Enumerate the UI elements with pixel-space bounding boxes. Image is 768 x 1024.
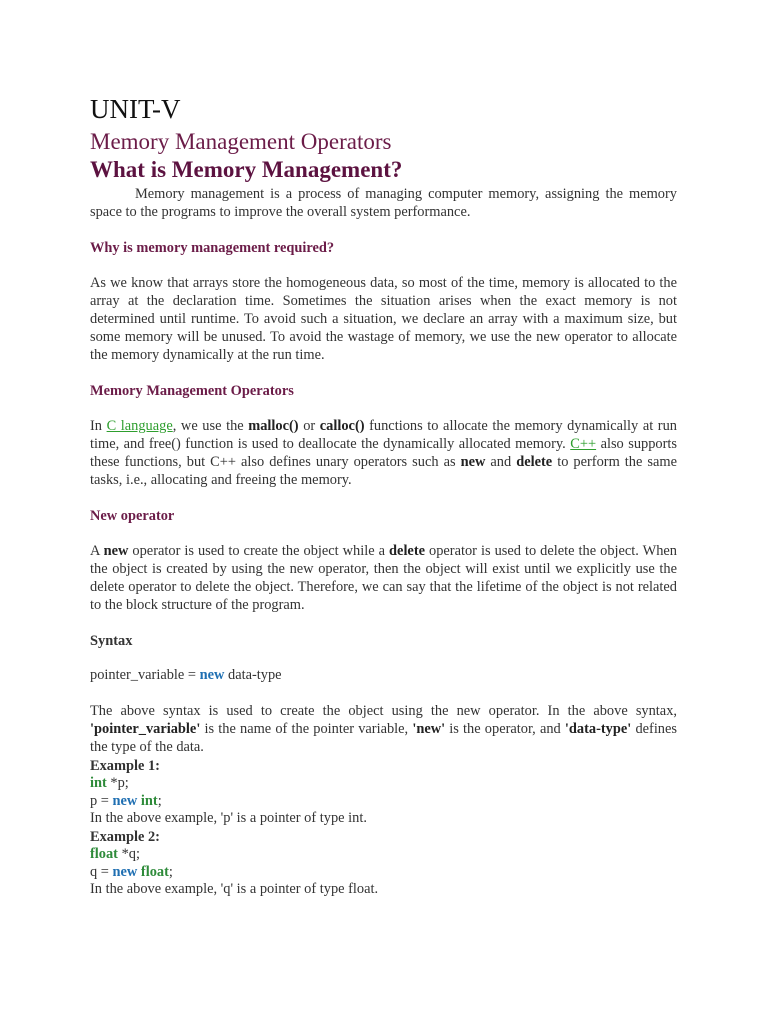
example2-assignment xyxy=(90,864,173,882)
operators-paragraph xyxy=(90,418,677,490)
example1-assign-pre: p = xyxy=(90,793,113,809)
syntax-heading: Syntax xyxy=(90,633,133,649)
delete-keyword: delete xyxy=(516,453,553,470)
syntax-expl-4: defines the type of the data. xyxy=(90,720,677,755)
syntax-code-post: data-type xyxy=(224,667,282,683)
syntax-explanation xyxy=(90,703,677,757)
new-text-rest: operator is used to delete the object. When the object is created by using the new operator, then the object will exist until we explicitly use the delete operator to delete the object. Therefore, we can say that the lifetime of the object is not related to the block structure of the program. xyxy=(90,543,677,613)
syntax-expl-3: is the operator, and xyxy=(445,720,565,737)
section-title: Memory Management Operators xyxy=(90,129,392,154)
example1-assign-end: ; xyxy=(157,793,162,809)
operators-text-rest3: to perform the same tasks, i.e., allocating and freeing the memory. xyxy=(90,453,677,488)
new-keyword: new xyxy=(112,864,138,880)
syntax-expl-1: The above syntax is used to create the object using the new operator. In the above syntax, xyxy=(90,703,677,719)
new-keyword: new xyxy=(460,453,486,470)
new-text-mid: operator is used to create the object while a xyxy=(128,543,390,559)
operators-text-in: In xyxy=(90,418,107,434)
cpp-link[interactable]: C++ xyxy=(570,435,597,452)
main-question-heading: What is Memory Management? xyxy=(90,157,403,182)
example1-decl-rest: *p; xyxy=(106,775,129,791)
unit-title: UNIT-V xyxy=(90,94,181,124)
syntax-code-pre: pointer_variable = xyxy=(90,667,200,683)
example2-note: In the above example, 'q' is a pointer of type float. xyxy=(90,881,379,897)
malloc-keyword: malloc() xyxy=(248,418,299,434)
intro-paragraph xyxy=(90,186,677,222)
syntax-code-line xyxy=(90,667,282,685)
delete-keyword: delete xyxy=(389,543,426,559)
operators-text-rest1: functions to allocate the memory dynamically at run time, and free() function is used to deallocate the dynamically allocated memory. xyxy=(90,418,677,452)
operators-text-use: , we use the xyxy=(172,418,249,434)
example1-assignment xyxy=(90,793,162,811)
operators-heading: Memory Management Operators xyxy=(90,383,294,399)
float-keyword: float xyxy=(140,864,169,880)
operators-text-rest2: also supports these functions, but C++ also defines unary operators such as xyxy=(90,435,677,470)
example2-decl-rest: *q; xyxy=(117,846,140,862)
new-operator-heading: New operator xyxy=(90,508,175,524)
example1-declaration xyxy=(90,775,129,793)
int-keyword: int xyxy=(140,793,158,809)
example2-declaration xyxy=(90,846,140,864)
syntax-new-keyword: new xyxy=(199,667,225,683)
calloc-keyword: calloc() xyxy=(319,418,365,434)
new-keyword: new xyxy=(112,793,138,809)
int-keyword: int xyxy=(90,775,107,791)
intro-text: Memory management is a process of managing computer memory, assigning the memory space to the programs to improve the overall system performance. xyxy=(90,186,677,220)
example1-note: In the above example, 'p' is a pointer of type int. xyxy=(90,810,367,826)
pointer-variable-term: 'pointer_variable' xyxy=(90,720,201,737)
float-keyword: float xyxy=(90,846,118,862)
c-language-link[interactable]: C language xyxy=(106,418,173,434)
new-text-a: A xyxy=(90,543,104,559)
example1-heading: Example 1: xyxy=(90,758,160,774)
example2-heading: Example 2: xyxy=(90,829,160,845)
example2-assign-pre: q = xyxy=(90,864,113,880)
why-heading: Why is memory management required? xyxy=(90,240,335,256)
why-paragraph: As we know that arrays store the homogeneous data, so most of the time, memory is allocated to the array at the declaration time. Sometimes the situation arises when the exact memory is not determined until runtime. To avoid such a situation, we declare an array with a maximum size, but some memory will be unused. To avoid the wastage of memory, we use the new operator to allocate the memory dynamically at the run time. xyxy=(90,275,677,363)
new-term: 'new' xyxy=(412,720,446,737)
operators-text-or: or xyxy=(298,418,320,434)
data-type-term: 'data-type' xyxy=(564,720,632,737)
new-operator-paragraph xyxy=(90,543,677,615)
example2-assign-end: ; xyxy=(168,864,173,880)
operators-text-and: and xyxy=(485,453,517,470)
new-keyword: new xyxy=(103,543,129,559)
syntax-expl-2: is the name of the pointer variable, xyxy=(200,720,413,737)
